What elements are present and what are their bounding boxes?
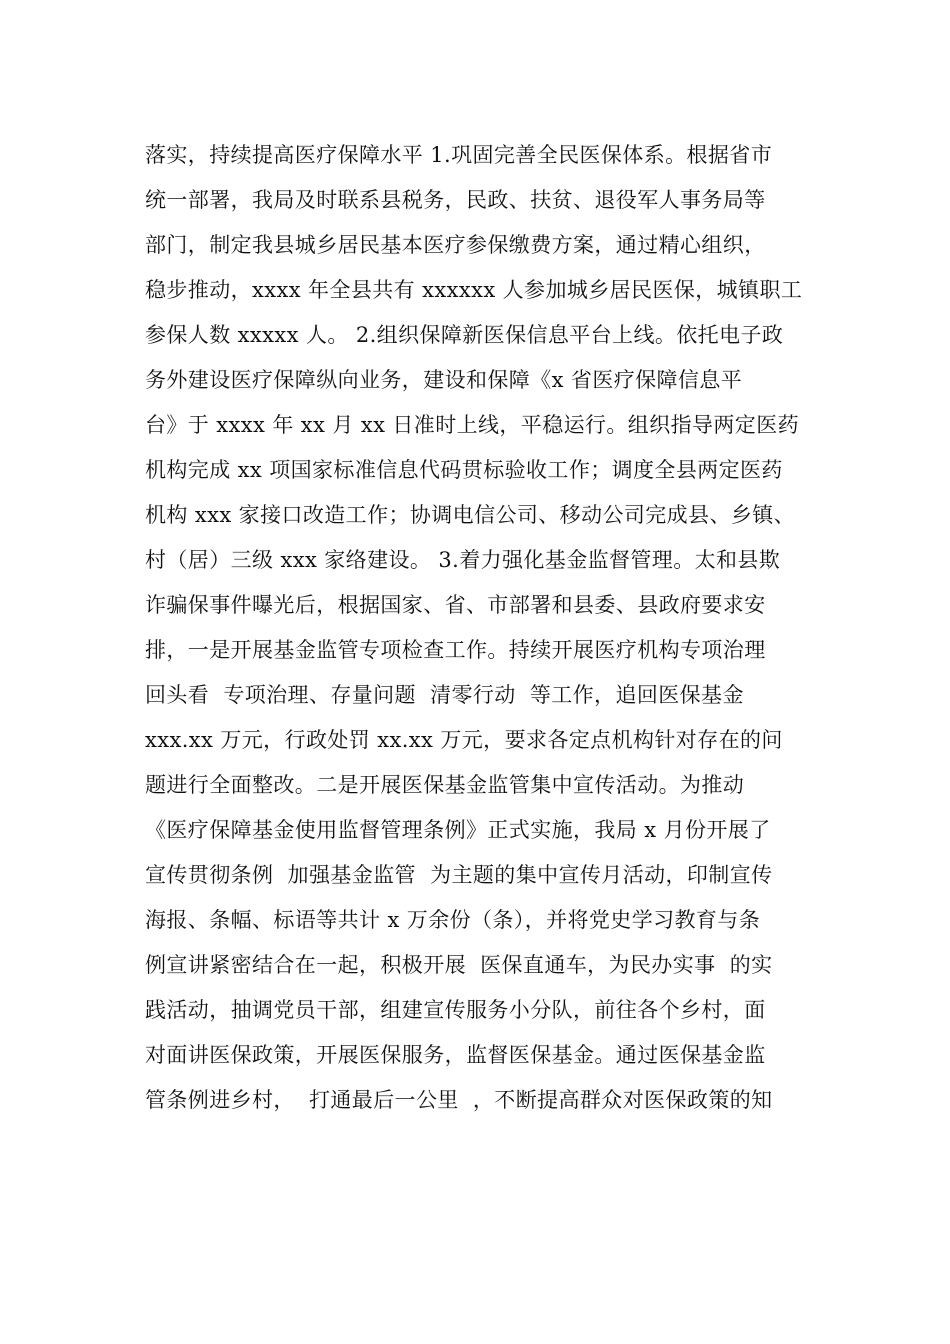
text-line: 落实，持续提高医疗保障水平 1.巩固完善全民医保体系。根据省市 xyxy=(145,143,773,167)
text-line: 务外建设医疗保障纵向业务，建设和保障《x 省医疗保障信息平 xyxy=(145,368,743,392)
text-line: 诈骗保事件曝光后，根据国家、省、市部署和县委、县政府要求安 xyxy=(145,593,766,617)
text-line: 对面讲医保政策，开展医保服务，监督医保基金。通过医保基金监 xyxy=(145,1043,766,1067)
text-line: 参保人数 xxxxx 人。 2.组织保障新医保信息平台上线。依托电子政 xyxy=(145,323,784,347)
text-line: 统一部署，我局及时联系县税务，民政、扶贫、退役军人事务局等 xyxy=(145,188,766,212)
text-line: 排，一是开展基金监管专项检查工作。持续开展医疗机构专项治理 xyxy=(145,638,766,662)
text-line: 例宣讲紧密结合在一起，积极开展 医保直通车，为民办实事 的实 xyxy=(145,953,773,977)
text-line: 台》于 xxxx 年 xx 月 xx 日准时上线，平稳运行。组织指导两定医药 xyxy=(145,413,799,437)
text-line: 管条例进乡村， 打通最后一公里 ，不断提高群众对医保政策的知 xyxy=(145,1088,773,1112)
text-line: xxx.xx 万元，行政处罚 xx.xx 万元，要求各定点机构针对存在的问 xyxy=(145,728,783,752)
text-line: 题进行全面整改。二是开展医保基金监管集中宣传活动。为推动 xyxy=(145,773,745,797)
text-line: 机构 xxx 家接口改造工作；协调电信公司、移动公司完成县、乡镇、 xyxy=(145,503,796,527)
text-line: 宣传贯彻条例 加强基金监管 为主题的集中宣传月活动，印制宣传 xyxy=(145,863,773,887)
text-line: 部门，制定我县城乡居民基本医疗参保缴费方案，通过精心组织， xyxy=(145,233,766,257)
text-line: 村（居）三级 xxx 家络建设。 3.着力强化基金监督管理。太和县欺 xyxy=(145,548,781,572)
text-line: 海报、条幅、标语等共计 x 万余份（条），并将党史学习教育与条 xyxy=(145,908,761,932)
body-text xyxy=(145,133,815,1123)
text-line: 践活动，抽调党员干部，组建宣传服务小分队，前往各个乡村，面 xyxy=(145,998,766,1022)
text-line: 稳步推动，xxxx 年全县共有 xxxxxx 人参加城乡居民医保，城镇职工 xyxy=(145,278,803,302)
text-line: 《医疗保障基金使用监督管理条例》正式实施，我局 x 月份开展了 xyxy=(145,818,771,842)
text-line: 回头看 专项治理、存量问题 清零行动 等工作，追回医保基金 xyxy=(145,683,744,707)
text-line: 机构完成 xx 项国家标准信息代码贯标验收工作；调度全县两定医药 xyxy=(145,458,783,482)
